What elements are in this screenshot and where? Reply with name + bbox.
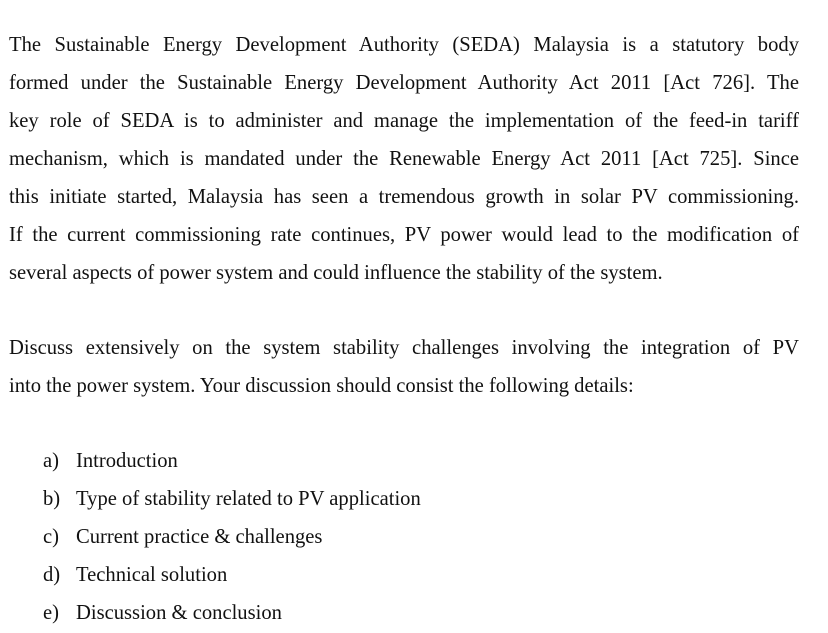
list-item-text: Introduction <box>76 450 178 472</box>
list-marker: d) <box>43 564 61 586</box>
intro-paragraph <box>9 26 799 292</box>
intro-line: The Sustainable Energy Development Authority (SEDA) Malaysia is a statutory body <box>9 34 799 56</box>
intro-line: several aspects of power system and could influence the stability of the system. <box>9 262 663 284</box>
list-item <box>43 556 421 594</box>
question-line: Discuss extensively on the system stability challenges involving the integration of PV <box>9 337 799 359</box>
list-marker: a) <box>43 450 59 472</box>
list-item <box>43 442 421 480</box>
list-marker: e) <box>43 602 59 624</box>
list-item <box>43 480 421 518</box>
list-item-text: Technical solution <box>76 564 228 586</box>
intro-line: mechanism, which is mandated under the Renewable Energy Act 2011 [Act 725]. Since <box>9 148 799 170</box>
intro-line: this initiate started, Malaysia has seen a tremendous growth in solar PV commissioning. <box>9 186 799 208</box>
list-marker: b) <box>43 488 61 510</box>
list-item-text: Discussion & conclusion <box>76 602 282 624</box>
details-list <box>43 442 421 632</box>
list-item <box>43 518 421 556</box>
question-paragraph <box>9 329 799 405</box>
intro-line: key role of SEDA is to administer and manage the implementation of the feed-in tariff <box>9 110 799 132</box>
question-line: into the power system. Your discussion should consist the following details: <box>9 375 634 397</box>
intro-line: formed under the Sustainable Energy Development Authority Act 2011 [Act 726]. The <box>9 72 799 94</box>
list-marker: c) <box>43 526 59 548</box>
list-item-text: Current practice & challenges <box>76 526 323 548</box>
list-item <box>43 594 421 632</box>
intro-line: If the current commissioning rate continues, PV power would lead to the modification of <box>9 224 799 246</box>
list-item-text: Type of stability related to PV application <box>76 488 421 510</box>
